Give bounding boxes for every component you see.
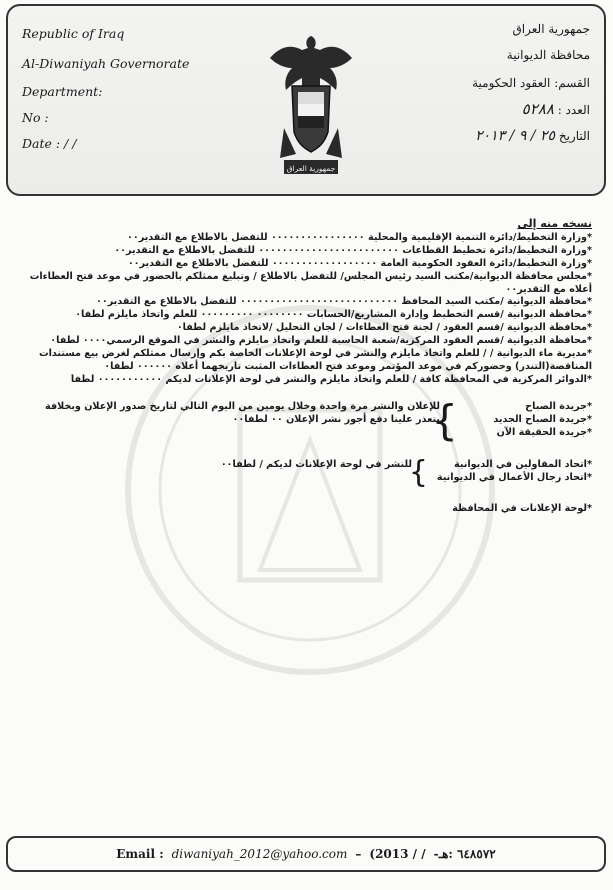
footer-contact xyxy=(6,836,606,872)
recipient-line: *وزارة التخطيط/دائرة التنمية الإقليمية والمحلية ٠٠٠٠٠٠٠٠٠٠٠٠٠٠٠٠ للتفضل بالاطلاع مع التقدير٠٠ xyxy=(126,231,592,243)
recipient-line: *وزارة التخطيط/دائرة العقود الحكومية العامة ٠٠٠٠٠٠٠٠٠٠٠٠٠٠٠٠٠٠ للتفضل بالاطلاع مع التقدير٠٠ xyxy=(127,257,592,269)
union-item: *اتحاد المقاولين في الديوانية xyxy=(454,458,592,470)
newspapers-group xyxy=(22,395,592,447)
number-label-en: No : xyxy=(22,110,49,125)
department-ar: القسم: العقود الحكومية xyxy=(472,76,590,90)
recipient-line: *وزارة التخطيط/دائرة تخطيط القطاعات ٠٠٠٠٠٠٠٠٠٠٠٠٠٠٠٠٠٠٠٠٠٠٠٠ للتفضل بالاطلاع مع التقدير٠٠ xyxy=(114,244,592,256)
date-value-ar: ٢٥ / ٩ / ٢٠١٣ xyxy=(475,128,556,144)
recipient-line: *محافظة الديوانية /قسم العقود المركزية/شعبة الحاسبة للعلم واتخاذ مايلزم والنشر في الموقع الرسمي٠٠٠٠ لطفا٠ xyxy=(50,335,592,347)
country-name-en: Republic of Iraq xyxy=(22,26,125,41)
newspapers-note: للإعلان والنشر مرة واحدة وخلال يومين من اليوم التالي لتاريخ صدور الإعلان وبخلافة يتعذر علينا دفع أجور نشر الإعلان ٠٠ لطفا٠٠ xyxy=(45,400,440,425)
recipient-line: *مجلس محافظة الديوانية/مكتب السيد رئيس المجلس/ للتفضل بالاطلاع / وتبليغ ممثلكم بالحضور في موعد فتح العطاءات أعلاه مع التقدير٠٠ xyxy=(29,270,592,295)
letterhead xyxy=(6,4,606,196)
recipient-line: *الدوائر المركزية في المحافظة كافة / للعلم واتخاذ مايلزم والنشر في لوحة الإعلانات لديكم ٠٠٠٠٠٠٠٠٠٠٠ لطفاً xyxy=(70,373,592,385)
date-label-en: Date : / / xyxy=(22,136,77,151)
email-label: Email : xyxy=(116,847,164,861)
brace-icon: } xyxy=(431,395,458,445)
unions-list xyxy=(432,459,592,485)
number-field-ar xyxy=(480,100,590,118)
recipient-line: *محافظة الديوانية /قسم التخطيط وإدارة المشاريع/الحسابات ٠٠٠٠٠٠٠٠ ٠٠٠٠٠٠٠٠٠ للعلم واتخاذ مايلزم لطفا٠ xyxy=(75,309,592,321)
governorate-name-en: Al-Diwaniyah Governorate xyxy=(22,56,190,71)
number-value-ar: ٥٢٨٨ xyxy=(521,100,554,118)
newspaper-item: *جريدة الحقيقة الآن xyxy=(496,426,592,438)
brace-icon: } xyxy=(408,454,428,490)
year-field: (2013 / / xyxy=(369,847,426,861)
newspaper-item: *جريدة الصباح الجديد xyxy=(493,413,592,425)
recipient-line: *محافظة الديوانية /مكتب السيد المحافظ ٠٠٠٠٠٠٠٠٠٠٠٠٠٠٠٠٠٠٠٠٠٠٠٠٠٠٠ للتفضل بالاطلاع مع التقدير٠٠ xyxy=(96,296,592,308)
eagle-emblem-icon xyxy=(262,28,360,188)
union-item: *اتحاد رجال الأعمال في الديوانية xyxy=(436,471,592,483)
copy-to-title: نسخه منه إلى xyxy=(517,217,592,230)
date-label-ar: التاريخ xyxy=(558,129,590,143)
separator: – xyxy=(355,847,362,861)
country-name-ar: جمهورية العراق xyxy=(512,22,590,36)
date-field-ar xyxy=(420,128,590,144)
phone-number: -٦٤٨٥٧٢ :هـ xyxy=(433,847,496,861)
department-label-en: Department: xyxy=(22,84,103,99)
email-address: diwaniyah_2012@yahoo.com xyxy=(171,847,348,861)
announcement-board-line: *لوحة الإعلانات في المحافظة xyxy=(452,502,592,514)
newspapers-list xyxy=(462,401,592,440)
distribution-list xyxy=(22,218,592,516)
recipient-line: *مديرية ماء الديوانية / / للعلم واتخاذ مايلزم والنشر في لوحة الإعلانات الخاصة بكم وإرسال ممثلكم لغرض بيع مستندات المناقصة(التندر) وحضوركم في موعد المؤتمر وموعد فتح العطاءات المثبت تاريخهما أعلاه ٠٠٠٠٠٠ لطفا٠ xyxy=(38,348,592,372)
governorate-name-ar: محافظة الديوانية xyxy=(506,48,590,62)
unions-group xyxy=(22,454,592,491)
emblem-caption: جمهورية العراق xyxy=(286,164,336,173)
number-label-ar: العدد : xyxy=(557,103,590,117)
unions-note: للنشر في لوحة الإعلانات لديكم / لطفا٠٠ xyxy=(220,458,412,470)
newspaper-item: *جريدة الصباح xyxy=(525,400,592,412)
recipient-line: *محافظة الديوانية /قسم العقود / لجنة فتح العطاءات / لجان التحليل /لاتخاذ مايلزم لطفا٠ xyxy=(176,322,592,334)
